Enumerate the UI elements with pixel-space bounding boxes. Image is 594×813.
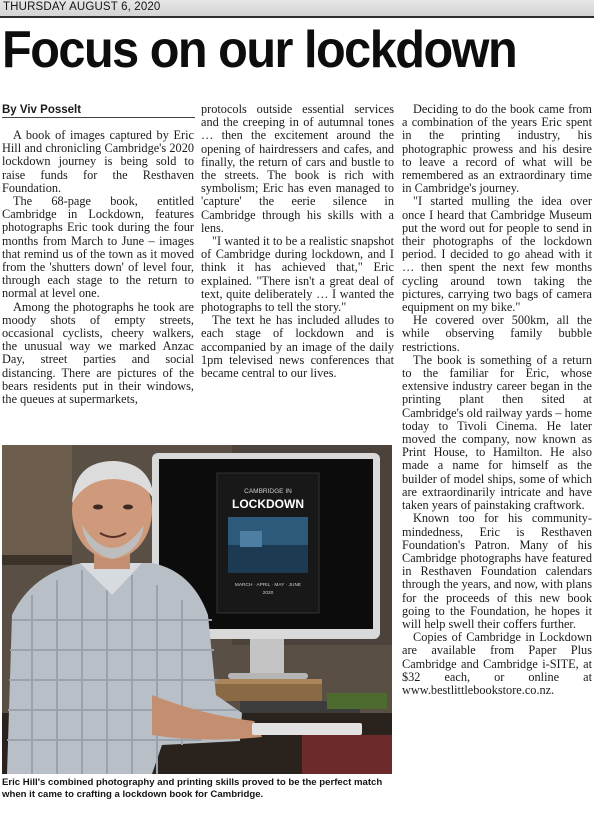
screen-subtitle: MARCH · APRIL · MAY · JUNE xyxy=(234,583,302,588)
paragraph-continued: protocols outside essential services and the creeping in of autumnal tones … then the excitement around the opening of hairdressers and cafes, and finally, the return of cars and bustle to the streets. The book is rich with symbolism; Eric has even managed to 'capture' the eerie silence in Cambridge through his skills with a lens. xyxy=(201,103,394,235)
article-headline: Focus on our lockdown xyxy=(2,21,517,79)
screen-title-line2: LOCKDOWN xyxy=(232,497,304,511)
photo-caption: Eric Hill's combined photography and printing skills proved to be the perfect match when it came to crafting a lockdown book for Cambridge. xyxy=(2,777,383,800)
article-byline: By Viv Posselt xyxy=(2,104,82,116)
screen-year: 2020 xyxy=(262,591,274,596)
header-bar xyxy=(0,0,594,16)
paragraph: A book of images captured by Eric Hill and chronicling Cambridge's 2020 lockdown journey is being sold to raise funds for the Resthaven Foundation. xyxy=(2,129,194,195)
paragraph: He covered over 500km, all the while observing family bubble restrictions. xyxy=(402,313,592,354)
paragraph: The text he has included alludes to each stage of lockdown and is accompanied by an image of the daily 1pm televised news conferences that became central to our lives. xyxy=(201,313,394,381)
publication-date: THURSDAY AUGUST 6, 2020 xyxy=(3,1,161,13)
paragraph: "I wanted it to be a realistic snapshot of Cambridge during lockdown, and I think it has achieved that," Eric explained. "There isn't a great deal of text, quite deliberately … I wanted the photographs to tell the story." xyxy=(201,234,394,315)
paragraph: The 68-page book, entitled Cambridge in Lockdown, features photographs Eric took during the four months from March to June – images that remind us of the town as it moved from the 'shutters down' of level four, through each stage to the return to normal at level one. xyxy=(2,194,194,301)
byline-rule xyxy=(2,117,195,118)
article-column-3 xyxy=(402,103,592,808)
paragraph: "I started mulling the idea over once I heard that Cambridge Museum put the word out for people to send in their photographs of the lockdown period. I decided to go ahead with it … then spent the next few months cycling around town taking the pictures, carrying two bags of camera equipment on my bike." xyxy=(402,194,592,315)
article-column-1 xyxy=(2,129,194,442)
paragraph: Deciding to do the book came from a combination of the years Eric spent in the printing industry, his photographic prowess and his desire to leave a record of what will be remembered as an extraordinary time in Cambridge's journey. xyxy=(402,103,592,196)
article-column-2 xyxy=(201,103,394,441)
article-photo xyxy=(2,445,392,774)
paragraph: Among the photographs he took are moody shots of empty streets, occasional cyclists, cheery walkers, the unusual way we marked Anzac Day, street parties and social distancing. There are pictures of the bears residents put in their windows, the queues at supermarkets, xyxy=(2,299,194,407)
screen-title-line1: CAMBRIDGE IN xyxy=(244,488,292,495)
paragraph: Known too for his community-mindedness, Eric is Resthaven Foundation's Patron. Many of his Cambridge photographs have featured in Resthaven Foundation calendars through the years, and now, with plans for the proceeds of this new book going to the Foundation, he hopes it will help swell their coffers further. xyxy=(402,511,592,631)
paragraph: Copies of Cambridge in Lockdown are available from Paper Plus Cambridge and Cambridge i-SITE, at $32 each, or online at www.bestlittlebookstore.co.nz. xyxy=(402,630,592,697)
paragraph: The book is something of a return to the familiar for Eric, whose extensive industry career began in the printing plant then sited at Cambridge's old railway yards – home today to Tivoli Cinema. He later moved the company, now known as Print House, to Hamilton. He also made a name for himself as the builder of model ships, some of which are extraordinarily intricate and have taken years of painstaking craftwork. xyxy=(402,352,592,513)
